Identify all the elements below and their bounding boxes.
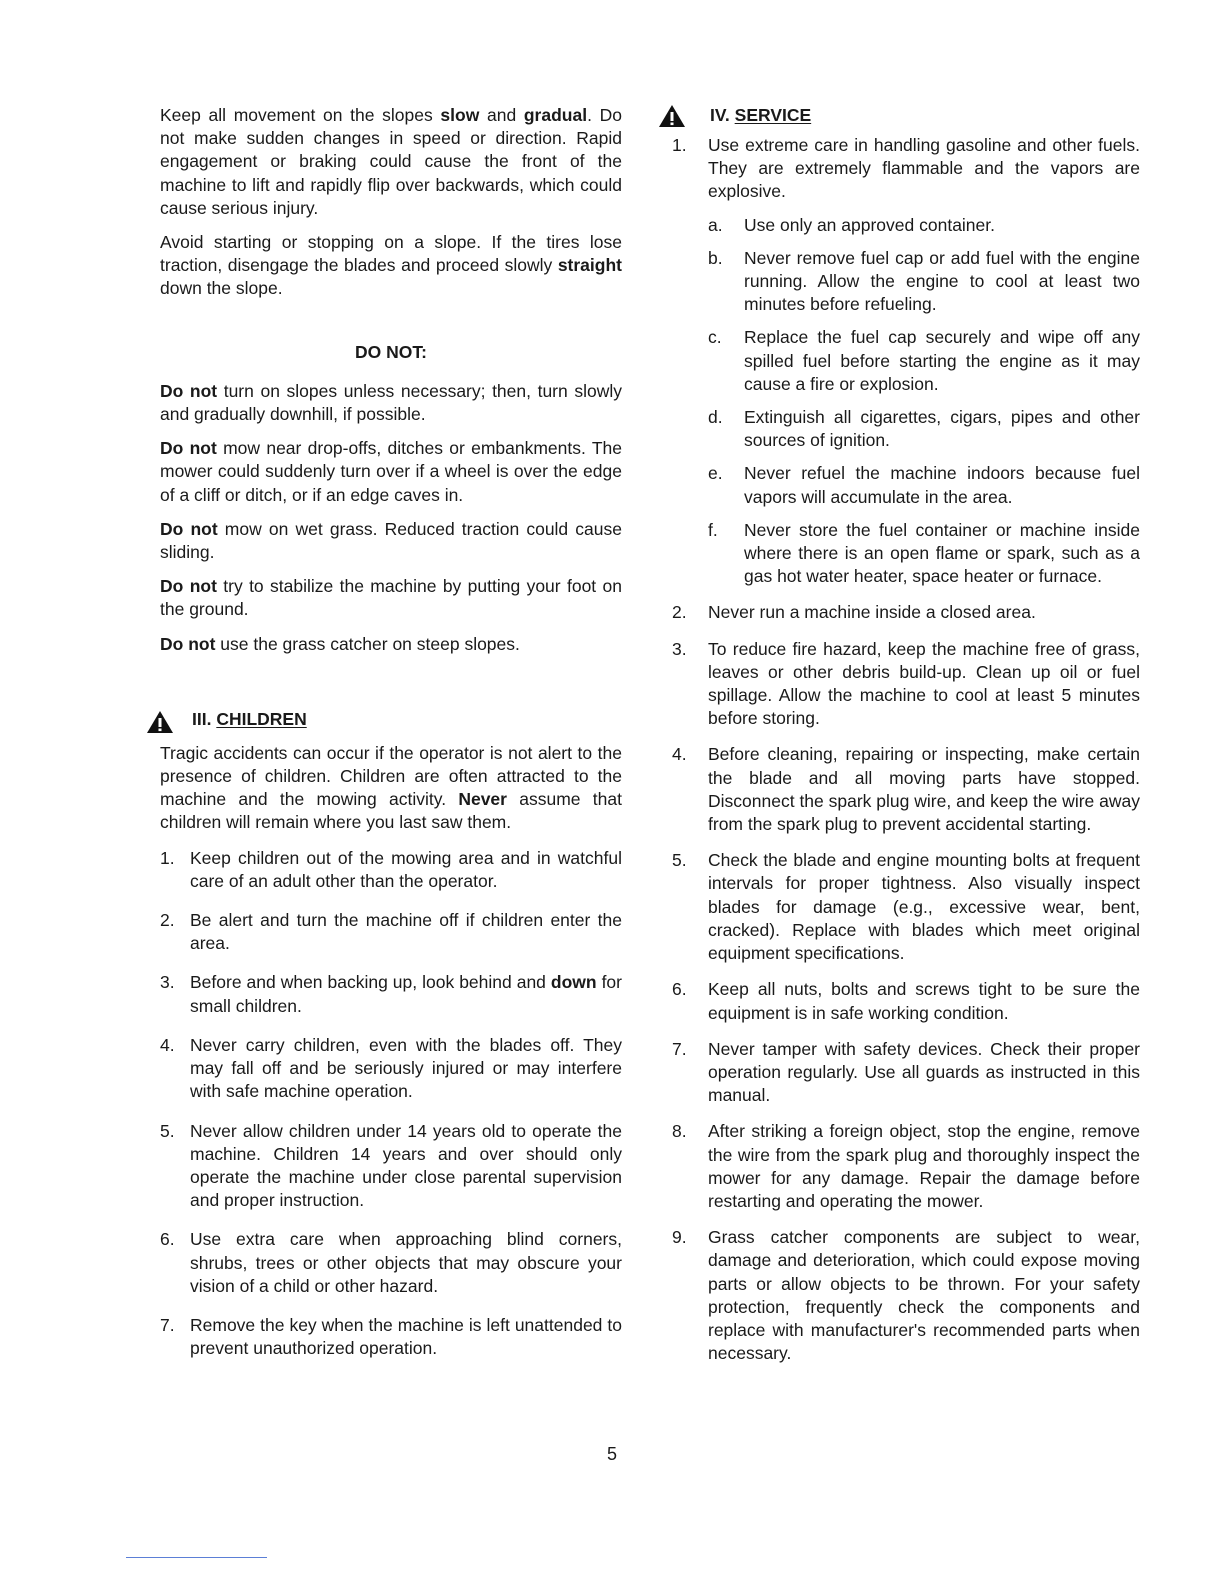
list-item: 3. To reduce fire hazard, keep the machine free of grass, leaves or other debris build-up. Clean up oil or fuel spillage. Allow the machine to cool at least 5 minutes before storing. (672, 638, 1140, 729)
children-heading (160, 708, 622, 738)
service-list (672, 134, 1140, 1365)
starting-paragraph: Avoid starting or stopping on a slope. If the tires lose traction, disengage the blades and proceed slowly straight down the slope. (160, 232, 622, 299)
right-column (672, 104, 1140, 1378)
list-item: 4. Before cleaning, repairing or inspecting, make certain the blade and all moving parts have stopped. Disconnect the spark plug wire, and keep the wire away from the spark plug to prevent accidental starting. (672, 744, 1140, 835)
do-not-item: Do not use the grass catcher on steep slopes. (160, 633, 520, 654)
sub-list-item: c. Replace the fuel cap securely and wipe off any spilled fuel before starting the engine as it may cause a fire or explosion. (708, 327, 1140, 394)
list-item: 7. Remove the key when the machine is left unattended to prevent unauthorized operation. (160, 1314, 622, 1359)
warning-icon (658, 104, 686, 134)
do-not-item: Do not mow near drop-offs, ditches or embankments. The mower could suddenly turn over if a wheel is over the edge of a cliff or ditch, or if an edge caves in. (160, 438, 622, 505)
list-item: 1. Keep children out of the mowing area and in watchful care of an adult other than the operator. (160, 847, 622, 891)
sub-list-item: d. Extinguish all cigarettes, cigars, pipes and other sources of ignition. (708, 407, 1140, 451)
do-not-item: Do not mow on wet grass. Reduced traction could cause sliding. (160, 518, 622, 563)
fuel-sublist (708, 214, 1140, 589)
list-item: 8. After striking a foreign object, stop the engine, remove the wire from the spark plug and thoroughly inspect the mower for any damage. Repair the damage before restarting and operating the mower. (672, 1121, 1140, 1211)
list-item: 1. Use extreme care in handling gasoline and other fuels. They are extremely flammable and the vapors are explosive. a. Use only an approved container. b. Never remove fuel cap or add fuel with the engine running. Allow the engine to cool at least two minutes before refueling. c. Replace the fuel cap securely and wipe off any spilled fuel before starting the engine as it may cause a fire or explosion. d. Extinguish all cigarettes, cigars, pipes and other sources of ignition. e. Never refuel the machine indoors because fuel vapors will accumulate in the area. f. Never store the fuel container or machine inside where there is an open flame or spark, such as a gas hot water heater, space heater or furnace. (672, 134, 1140, 588)
footer-rule (126, 1557, 267, 1558)
children-title: III. CHILDREN (192, 708, 307, 729)
list-item: 5. Never allow children under 14 years old to operate the machine. Children 14 years and over should only operate the machine under close parental supervision and proper instruction. (160, 1120, 622, 1211)
list-item: 2. Be alert and turn the machine off if children enter the area. (160, 910, 622, 954)
do-not-item: Do not turn on slopes unless necessary; then, turn slowly and gradually downhill, if possible. (160, 380, 622, 425)
page-number: 5 (606, 1444, 617, 1464)
children-intro: Tragic accidents can occur if the operator is not alert to the presence of children. Children are often attracted to the machine and the mowing activity. Never assume that children will remain where you last saw them. (160, 742, 622, 833)
sub-list-item: e. Never refuel the machine indoors because fuel vapors will accumulate in the area. (708, 463, 1140, 507)
service-title: IV. SERVICE (710, 105, 812, 125)
list-item: 6. Keep all nuts, bolts and screws tight to be sure the equipment is in safe working condition. (672, 979, 1140, 1023)
list-item: 5. Check the blade and engine mounting bolts at frequent intervals for proper tightness. Also visually inspect blades for damage (e.g., excessive wear, bent, cracked). Replace with blades which meet original equipment specifications. (672, 850, 1140, 964)
sub-list-item: a. Use only an approved container. (708, 214, 995, 235)
do-not-heading: DO NOT: (355, 341, 427, 362)
left-column (160, 104, 622, 1373)
service-heading (672, 104, 1140, 134)
list-item: 2. Never run a machine inside a closed area. (672, 602, 1036, 623)
warning-icon (146, 710, 174, 740)
list-item: 6. Use extra care when approaching blind corners, shrubs, trees or other objects that may obscure your vision of a child or other hazard. (160, 1229, 622, 1296)
slopes-paragraph: Keep all movement on the slopes slow and gradual. Do not make sudden changes in speed or direction. Rapid engagement or braking could cause the front of the machine to lift and rapidly flip over backwards, which could cause serious injury. (160, 105, 622, 218)
sub-list-item: b. Never remove fuel cap or add fuel with the engine running. Allow the engine to cool at least two minutes before refueling. (708, 247, 1140, 315)
list-item: 9. Grass catcher components are subject to wear, damage and deterioration, which could expose moving parts or allow objects to be thrown. For your safety protection, frequently check the components and replace with manufacturer's recommended parts when necessary. (672, 1227, 1140, 1364)
list-item: 4. Never carry children, even with the blades off. They may fall off and be seriously injured or may interfere with safe machine operation. (160, 1034, 622, 1102)
list-item: 7. Never tamper with safety devices. Check their proper operation regularly. Use all guards as instructed in this manual. (672, 1038, 1140, 1106)
do-not-item: Do not try to stabilize the machine by putting your foot on the ground. (160, 576, 622, 620)
list-item: 3. Before and when backing up, look behind and down for small children. (160, 972, 622, 1016)
children-list (160, 847, 622, 1361)
sub-list-item: f. Never store the fuel container or machine inside where there is an open flame or spark, such as a gas hot water heater, space heater or furnace. (708, 519, 1140, 587)
